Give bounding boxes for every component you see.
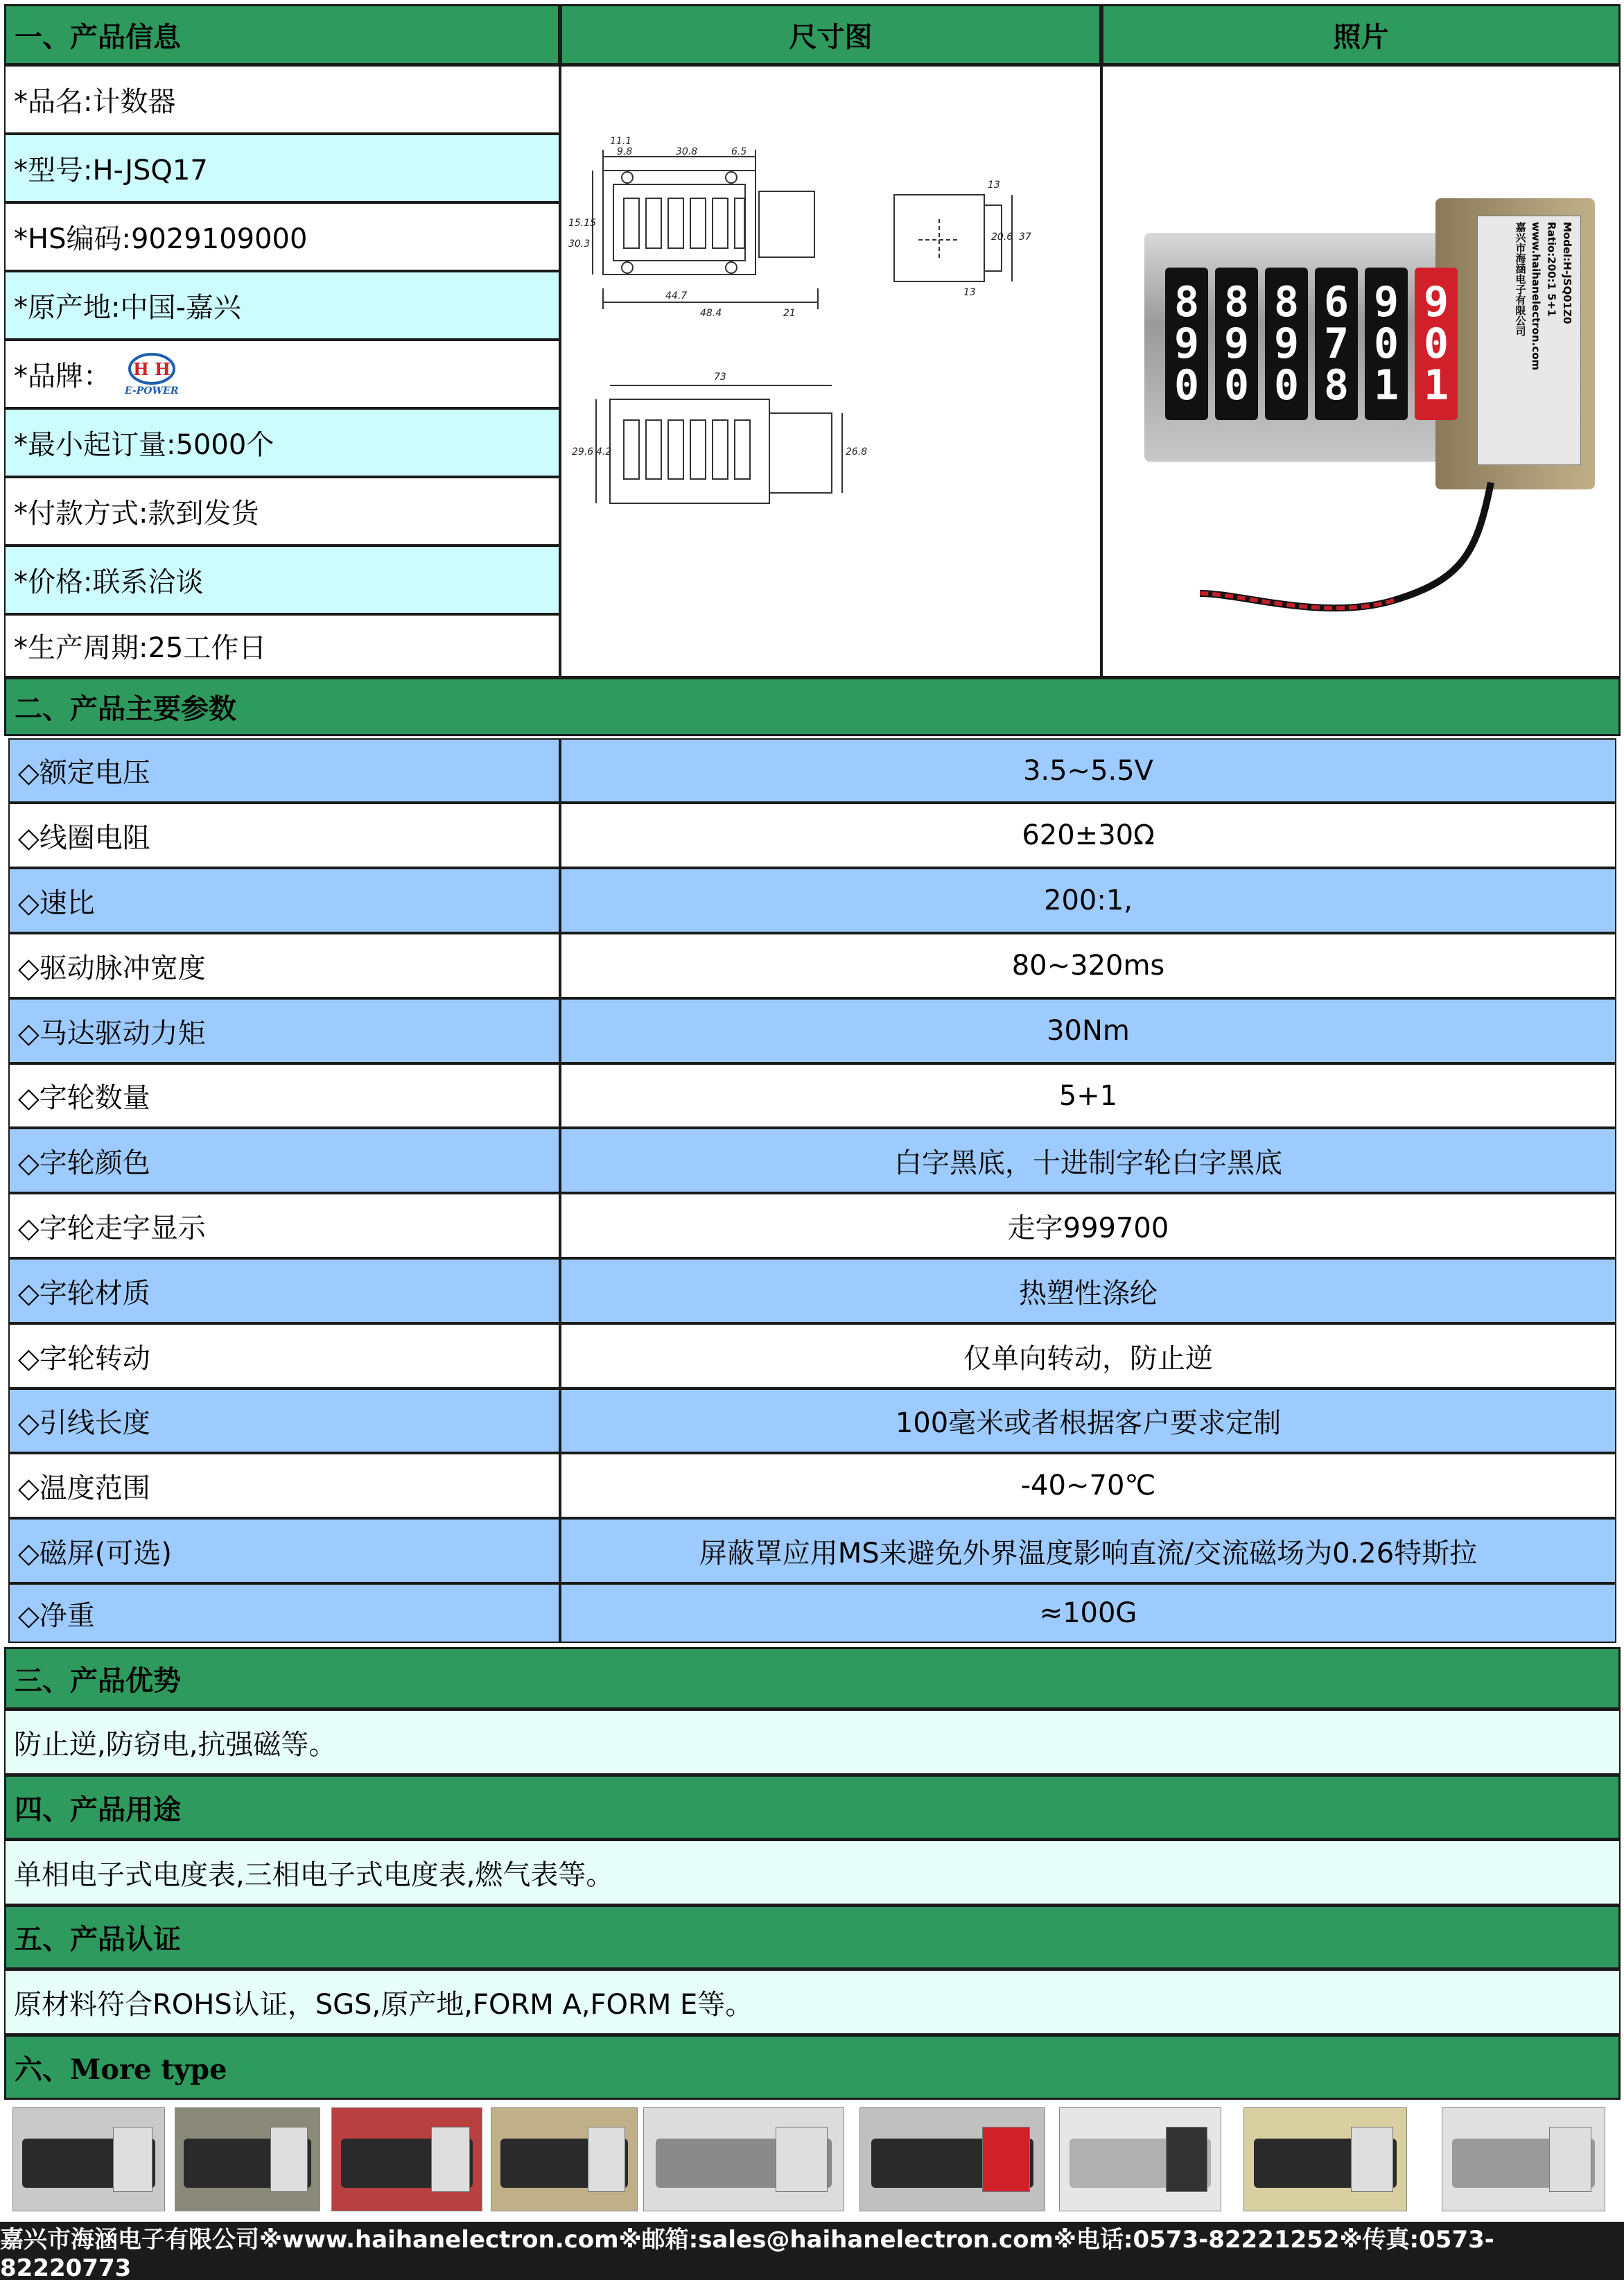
param-value: 热塑性涤纶	[560, 1258, 1616, 1323]
dim-label: 13	[988, 180, 1000, 191]
digit-wheel-1: 8 9 0	[1165, 268, 1208, 420]
brand-logo-mark: H H	[132, 358, 171, 379]
product-thumbnail[interactable]	[1243, 2107, 1407, 2211]
section3-title: 三、产品优势	[4, 1647, 1621, 1709]
param-value: 走字999700	[560, 1193, 1616, 1258]
dim-label: 20.6	[991, 232, 1013, 243]
param-label: ◇磁屏(可选)	[8, 1518, 560, 1583]
param-label: ◇字轮转动	[8, 1323, 560, 1389]
info-row-model: *型号:H-JSQ17	[4, 134, 560, 202]
dim-label: 26.8	[846, 446, 868, 458]
param-value: 200:1,	[560, 868, 1616, 933]
param-label: ◇引线长度	[8, 1389, 560, 1453]
param-label: ◇马达驱动力矩	[8, 998, 560, 1063]
brand-logo-icon	[128, 352, 176, 385]
param-label: ◇线圈电阻	[8, 803, 560, 868]
info-row-hs-code: *HS编码:9029109000	[4, 202, 560, 271]
info-row-moq: *最小起订量:5000个	[4, 408, 560, 477]
applications-text: 单相电子式电度表,三相电子式电度表,燃气表等。	[4, 1840, 1621, 1905]
product-thumbnail[interactable]	[643, 2107, 844, 2211]
info-row-origin: *原产地:中国-嘉兴	[4, 271, 560, 340]
dim-label: 21	[783, 308, 796, 319]
param-label: ◇温度范围	[8, 1453, 560, 1518]
param-label: ◇驱动脉冲宽度	[8, 933, 560, 998]
param-value: 80~320ms	[560, 933, 1616, 998]
info-row-lead-time: *生产周期:25工作日	[4, 614, 560, 677]
brand-logo	[125, 352, 179, 397]
dim-label: 9.8	[617, 146, 633, 157]
dimension-drawing-svg	[561, 67, 1100, 676]
dim-label: 30.8	[676, 146, 698, 157]
info-row-brand	[4, 340, 560, 408]
param-label: ◇字轮数量	[8, 1063, 560, 1128]
info-row-price: *价格:联系洽谈	[4, 546, 560, 614]
dim-label: 44.7	[665, 290, 688, 302]
dim-label: 15.15	[568, 218, 597, 229]
section6-title: 六、More type	[4, 2035, 1621, 2100]
section2-title: 二、产品主要参数	[4, 677, 1621, 736]
product-thumbnail[interactable]	[491, 2107, 638, 2211]
digit-wheel-3: 8 9 0	[1265, 268, 1308, 420]
dim-label: 48.4	[700, 308, 722, 319]
info-row-name: *品名:计数器	[4, 65, 560, 134]
dim-label: 4.2	[596, 446, 612, 458]
dim-label: 30.3	[568, 238, 591, 250]
param-value: 屏蔽罩应用MS来避免外界温度影响直流/交流磁场为0.26特斯拉	[560, 1518, 1616, 1583]
dim-label: 6.5	[731, 146, 747, 157]
advantages-text: 防止逆,防窃电,抗强磁等。	[4, 1709, 1621, 1775]
brand-label: *品牌：	[14, 360, 111, 392]
param-label: ◇字轮材质	[8, 1258, 560, 1323]
product-photo	[1101, 65, 1621, 677]
certification-text: 原材料符合ROHS认证，SGS,原产地,FORM A,FORM E等。	[4, 1969, 1621, 2035]
param-value: 100毫米或者根据客户要求定制	[560, 1389, 1616, 1453]
dim-label: 13	[963, 287, 976, 298]
section5-title: 五、产品认证	[4, 1905, 1621, 1969]
param-value: 仅单向转动，防止逆	[560, 1323, 1616, 1389]
contact-footer: 嘉兴市海涵电子有限公司※www.haihanelectron.com※邮箱:sales@haihanelectron.com※电话:0573-82221252※传真:0573-82220773	[0, 2222, 1624, 2280]
param-label: ◇净重	[8, 1583, 560, 1643]
label-line: www.haihanelectron.com	[1530, 222, 1542, 371]
param-label: ◇额定电压	[8, 738, 560, 803]
digit-wheel-2: 8 9 0	[1215, 268, 1258, 420]
param-label: ◇字轮走字显示	[8, 1193, 560, 1258]
param-label: ◇速比	[8, 868, 560, 933]
photo-column-title: 照片	[1101, 4, 1621, 65]
digit-wheel-4: 6 7 8	[1315, 268, 1358, 420]
brand-logo-text: E-POWER	[125, 385, 179, 397]
dim-label: 29.6	[572, 446, 594, 458]
product-thumbnail[interactable]	[859, 2107, 1045, 2211]
drawing-column-title: 尺寸图	[560, 4, 1101, 65]
param-value: 620±30Ω	[560, 803, 1616, 868]
product-thumbnail[interactable]	[331, 2107, 482, 2211]
label-line: 嘉兴市海涵电子有限公司	[1514, 222, 1527, 336]
product-thumbnail[interactable]	[12, 2107, 165, 2211]
param-value: ≈100G	[560, 1583, 1616, 1643]
section1-title: 一、产品信息	[4, 4, 560, 65]
param-value: 白字黑底，十进制字轮白字黑底	[560, 1128, 1616, 1193]
product-thumbnail[interactable]	[175, 2107, 320, 2211]
product-thumbnail[interactable]	[1442, 2107, 1605, 2211]
label-line: Model:H-JSQ01Z0	[1561, 222, 1573, 324]
digit-wheel-5: 9 0 1	[1365, 268, 1408, 420]
digit-wheel-decimal: 9 0 1	[1415, 268, 1458, 420]
param-label: ◇字轮颜色	[8, 1128, 560, 1193]
param-value: -40~70℃	[560, 1453, 1616, 1518]
info-row-payment: *付款方式:款到发货	[4, 477, 560, 546]
dim-label: 11.1	[610, 136, 632, 147]
dim-label: 37	[1019, 232, 1031, 243]
product-thumbnail[interactable]	[1059, 2107, 1221, 2211]
param-value: 3.5~5.5V	[560, 738, 1616, 803]
param-value: 5+1	[560, 1063, 1616, 1128]
label-line: Ratio:200:1 5+1	[1545, 222, 1558, 317]
param-value: 30Nm	[560, 998, 1616, 1063]
lead-wire-icon	[1103, 67, 1621, 677]
dim-label: 73	[714, 372, 726, 383]
section4-title: 四、产品用途	[4, 1775, 1621, 1840]
dimension-drawing	[560, 65, 1101, 677]
